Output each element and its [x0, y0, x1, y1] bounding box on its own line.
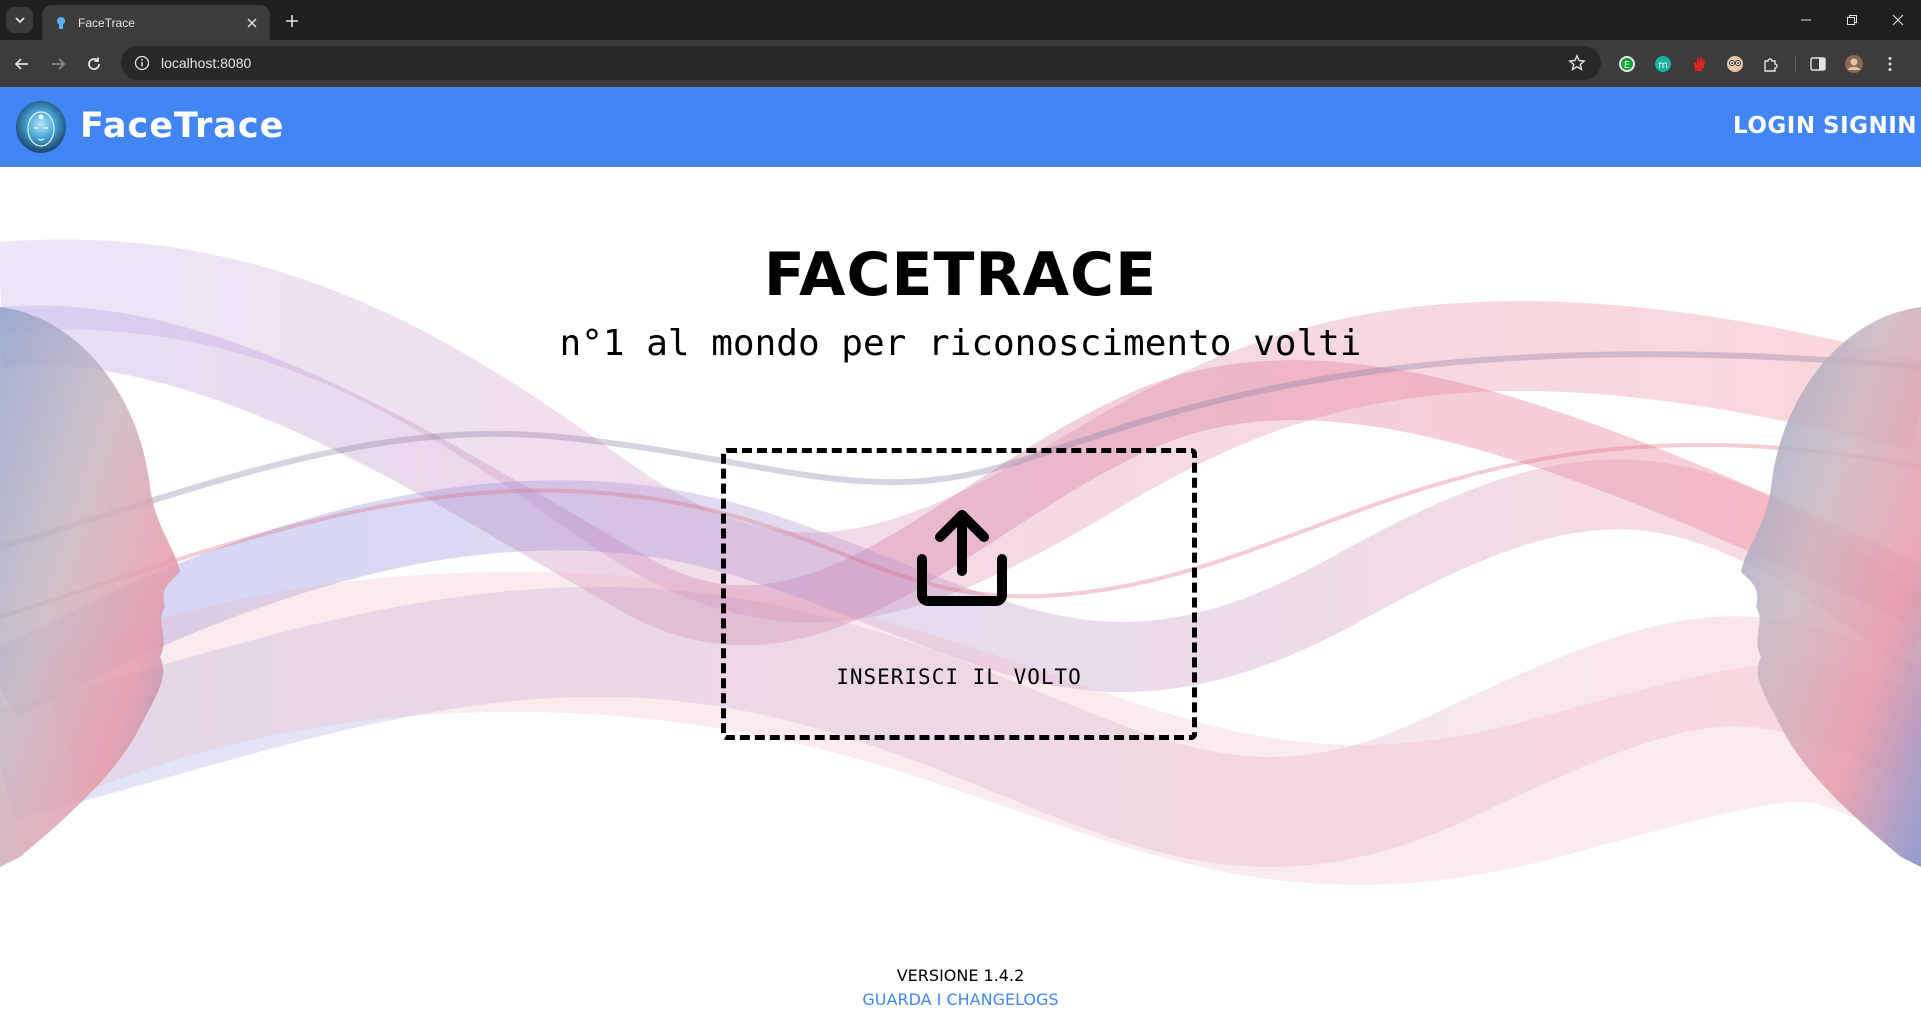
bookmark-star-icon[interactable] [1567, 53, 1587, 73]
new-tab-icon[interactable] [280, 9, 304, 33]
hero-title: FACETRACE [763, 240, 1158, 310]
login-link[interactable]: LOGIN [1733, 113, 1816, 139]
close-tab-icon[interactable] [242, 13, 262, 33]
close-window-icon[interactable] [1875, 0, 1921, 40]
browser-menu-icon[interactable] [1878, 52, 1902, 76]
reload-icon[interactable] [81, 51, 107, 77]
version-text: VERSIONE 1.4.2 [896, 966, 1025, 985]
browser-tabstrip [0, 0, 1921, 40]
changelog-link-row [0, 990, 1921, 1009]
tab-search-button[interactable] [6, 7, 33, 33]
profile-avatar-icon[interactable] [1842, 52, 1866, 76]
address-bar[interactable] [121, 46, 1601, 80]
url-text[interactable]: localhost:8080 [161, 55, 252, 71]
extensions-puzzle-icon[interactable] [1759, 52, 1783, 76]
forward-arrow-icon[interactable] [45, 51, 71, 77]
side-panel-icon[interactable] [1806, 52, 1830, 76]
minimize-icon[interactable] [1783, 0, 1829, 40]
brand-name[interactable]: FaceTrace [80, 106, 285, 146]
browser-toolbar [0, 40, 1921, 87]
face-upload-dropzone[interactable] [721, 448, 1197, 740]
back-arrow-icon[interactable] [9, 51, 35, 77]
toolbar-divider [1795, 55, 1796, 73]
facetrace-logo[interactable] [16, 101, 66, 153]
svg-text:E: E [1623, 60, 1631, 71]
upload-label: INSERISCI IL VOLTO [836, 665, 1082, 689]
browser-tab[interactable] [42, 5, 270, 40]
restore-icon[interactable] [1829, 0, 1875, 40]
signin-link[interactable]: SIGNIN [1823, 113, 1918, 139]
app-header [0, 87, 1921, 167]
upload-icon [912, 509, 1012, 609]
extension-hand-icon[interactable] [1687, 52, 1711, 76]
extension-eyes-icon[interactable] [1723, 52, 1747, 76]
changelog-link[interactable]: GUARDA I CHANGELOGS [862, 990, 1059, 1009]
site-info-icon[interactable] [133, 54, 151, 72]
extension-evernote-icon[interactable] [1615, 52, 1639, 76]
hero-subtitle: n°1 al mondo per riconoscimento volti [559, 323, 1362, 364]
tab-title: FaceTrace [78, 15, 135, 30]
chevron-down-icon [14, 14, 26, 26]
facetrace-favicon-icon [54, 16, 68, 30]
svg-text:m: m [1658, 60, 1668, 71]
extension-m-icon[interactable] [1651, 52, 1675, 76]
